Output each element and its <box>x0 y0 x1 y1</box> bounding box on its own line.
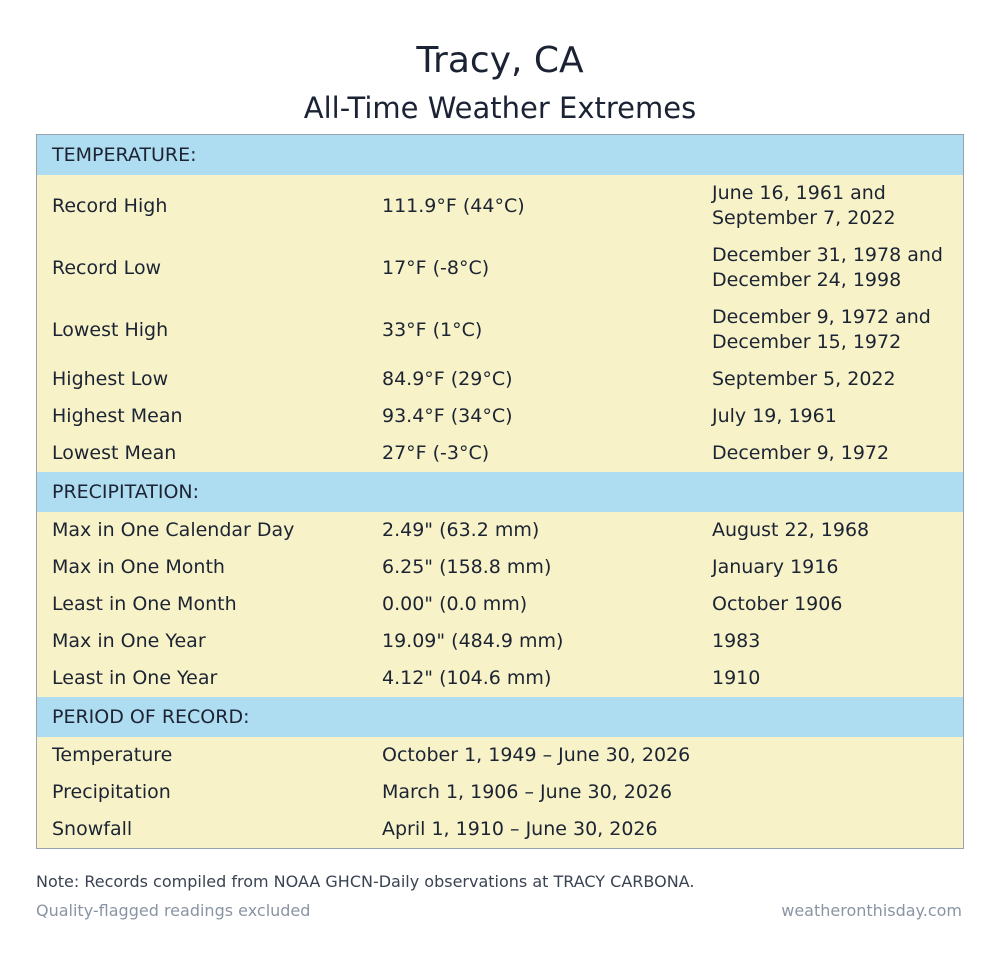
row-label: Max in One Year <box>52 630 206 652</box>
row-date: December 9, 1972 <box>712 442 890 464</box>
row-label: Temperature <box>52 744 173 766</box>
row-label: Record Low <box>52 256 162 279</box>
row-value: 93.4°F (34°C) <box>382 405 513 427</box>
row-label: Max in One Month <box>52 556 225 578</box>
row-value: 17°F (-8°C) <box>382 256 490 279</box>
row-label: Record High <box>52 194 168 217</box>
row-date: 1910 <box>712 667 761 689</box>
row-date: September 5, 2022 <box>712 368 896 390</box>
row-date: June 16, 1961 and September 7, 2022 <box>712 182 896 229</box>
table-row <box>37 549 963 586</box>
page-title: Tracy, CA <box>416 40 584 81</box>
row-date: December 31, 1978 and December 24, 1998 <box>712 244 943 291</box>
quality-note: Quality-flagged readings excluded <box>36 901 311 920</box>
row-value: March 1, 1906 – June 30, 2026 <box>382 781 673 803</box>
section-header-precipitation: PRECIPITATION: <box>37 472 963 512</box>
row-value: 4.12" (104.6 mm) <box>382 667 552 689</box>
section-header-period-of-record: PERIOD OF RECORD: <box>37 697 963 737</box>
row-value: April 1, 1910 – June 30, 2026 <box>382 818 658 840</box>
source-note: Note: Records compiled from NOAA GHCN-Daily observations at TRACY CARBONA. <box>36 872 695 891</box>
row-label: Lowest High <box>52 318 169 341</box>
row-label: Least in One Year <box>52 667 218 689</box>
row-date: January 1916 <box>712 556 839 578</box>
row-date: August 22, 1968 <box>712 519 870 541</box>
table-row <box>37 398 963 435</box>
row-value: 19.09" (484.9 mm) <box>382 630 564 652</box>
row-value: 84.9°F (29°C) <box>382 368 513 390</box>
row-label: Precipitation <box>52 781 171 803</box>
table-row <box>37 512 963 549</box>
source-credit: weatheronthisday.com <box>781 901 962 920</box>
row-label: Max in One Calendar Day <box>52 519 295 541</box>
row-date: December 9, 1972 and December 15, 1972 <box>712 306 931 353</box>
row-value: 0.00" (0.0 mm) <box>382 593 528 615</box>
table-row <box>37 237 963 299</box>
row-value: 2.49" (63.2 mm) <box>382 519 540 541</box>
section-header-temperature: TEMPERATURE: <box>37 135 963 175</box>
row-label: Snowfall <box>52 818 133 840</box>
row-label: Highest Mean <box>52 405 183 427</box>
table-row <box>37 737 963 774</box>
row-value: 27°F (-3°C) <box>382 442 490 464</box>
row-value: 33°F (1°C) <box>382 318 483 341</box>
extremes-table <box>36 134 964 849</box>
page-subtitle: All-Time Weather Extremes <box>303 91 697 125</box>
table-row <box>37 811 963 848</box>
table-row <box>37 774 963 811</box>
row-label: Highest Low <box>52 368 169 390</box>
row-date: July 19, 1961 <box>712 405 837 427</box>
table-row <box>37 299 963 361</box>
row-value: 111.9°F (44°C) <box>382 194 525 217</box>
row-date: October 1906 <box>712 593 843 615</box>
table-row <box>37 361 963 398</box>
table-row <box>37 435 963 472</box>
table-row <box>37 175 963 237</box>
table-row <box>37 623 963 660</box>
row-value: 6.25" (158.8 mm) <box>382 556 552 578</box>
row-date: 1983 <box>712 630 761 652</box>
row-label: Lowest Mean <box>52 442 177 464</box>
row-label: Least in One Month <box>52 593 237 615</box>
row-value: October 1, 1949 – June 30, 2026 <box>382 744 691 766</box>
table-row <box>37 586 963 623</box>
table-row <box>37 660 963 697</box>
